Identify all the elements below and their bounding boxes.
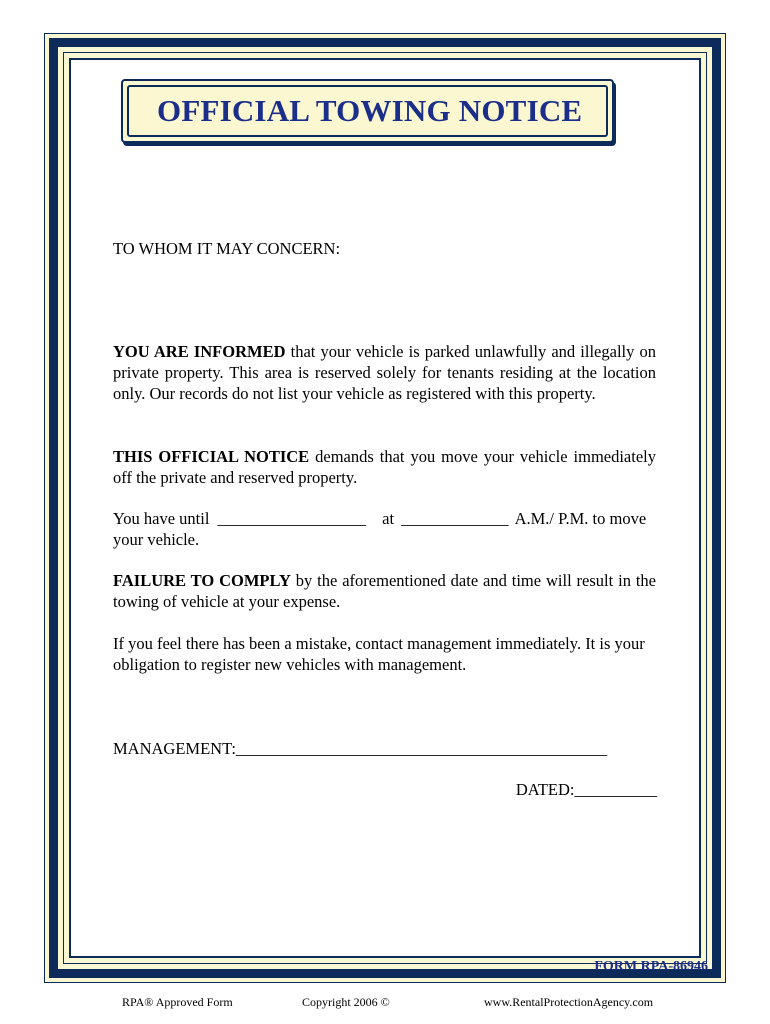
- deadline-text-3: A.M./ P.M. to move your vehicle.: [113, 509, 647, 549]
- paragraph-informed: [113, 341, 656, 404]
- paragraph-failure-lead: FAILURE TO COMPLY: [113, 571, 291, 590]
- paragraph-failure-text: by the aforementioned date and time will result in the towing of vehicle at your expense.: [113, 571, 656, 611]
- title-box: [121, 79, 614, 143]
- paragraph-informed-lead: YOU ARE INFORMED: [113, 342, 286, 361]
- paragraph-mistake: If you feel there has been a mistake, contact management immediately. It is your obligation to register new vehicles with management.: [113, 634, 645, 674]
- salutation: TO WHOM IT MAY CONCERN:: [113, 239, 341, 258]
- deadline-text-1: You have until: [113, 509, 210, 528]
- management-line: MANAGEMENT:_____________________________________________: [113, 739, 608, 758]
- title-inner-box: [127, 85, 608, 137]
- dated-line: DATED:__________: [515, 780, 657, 799]
- form-number: FORM RPA-86946: [594, 959, 708, 974]
- notice-title: OFFICIAL TOWING NOTICE: [157, 93, 583, 128]
- footer-website: www.RentalProtectionAgency.com: [484, 995, 654, 1009]
- time-blank: _____________: [401, 509, 509, 528]
- footer-copyright: Copyright 2006 ©: [302, 995, 390, 1009]
- footer-approved: RPA® Approved Form: [122, 995, 233, 1009]
- paragraph-official-notice-text: demands that you move your vehicle immediately off the private and reserved property.: [113, 447, 656, 487]
- paragraph-official-notice: [113, 446, 656, 488]
- paragraph-failure: [113, 570, 656, 612]
- paragraph-official-notice-lead: THIS OFFICIAL NOTICE: [113, 447, 310, 466]
- paragraph-informed-text: that your vehicle is parked unlawfully and illegally on private property. This area is reserved solely for tenants residing at the location only. Our records do not list your vehicle as registered with this property.: [113, 342, 656, 403]
- deadline-text-2: at: [382, 509, 395, 528]
- date-blank: __________________: [217, 509, 367, 528]
- paragraph-deadline: [113, 508, 656, 550]
